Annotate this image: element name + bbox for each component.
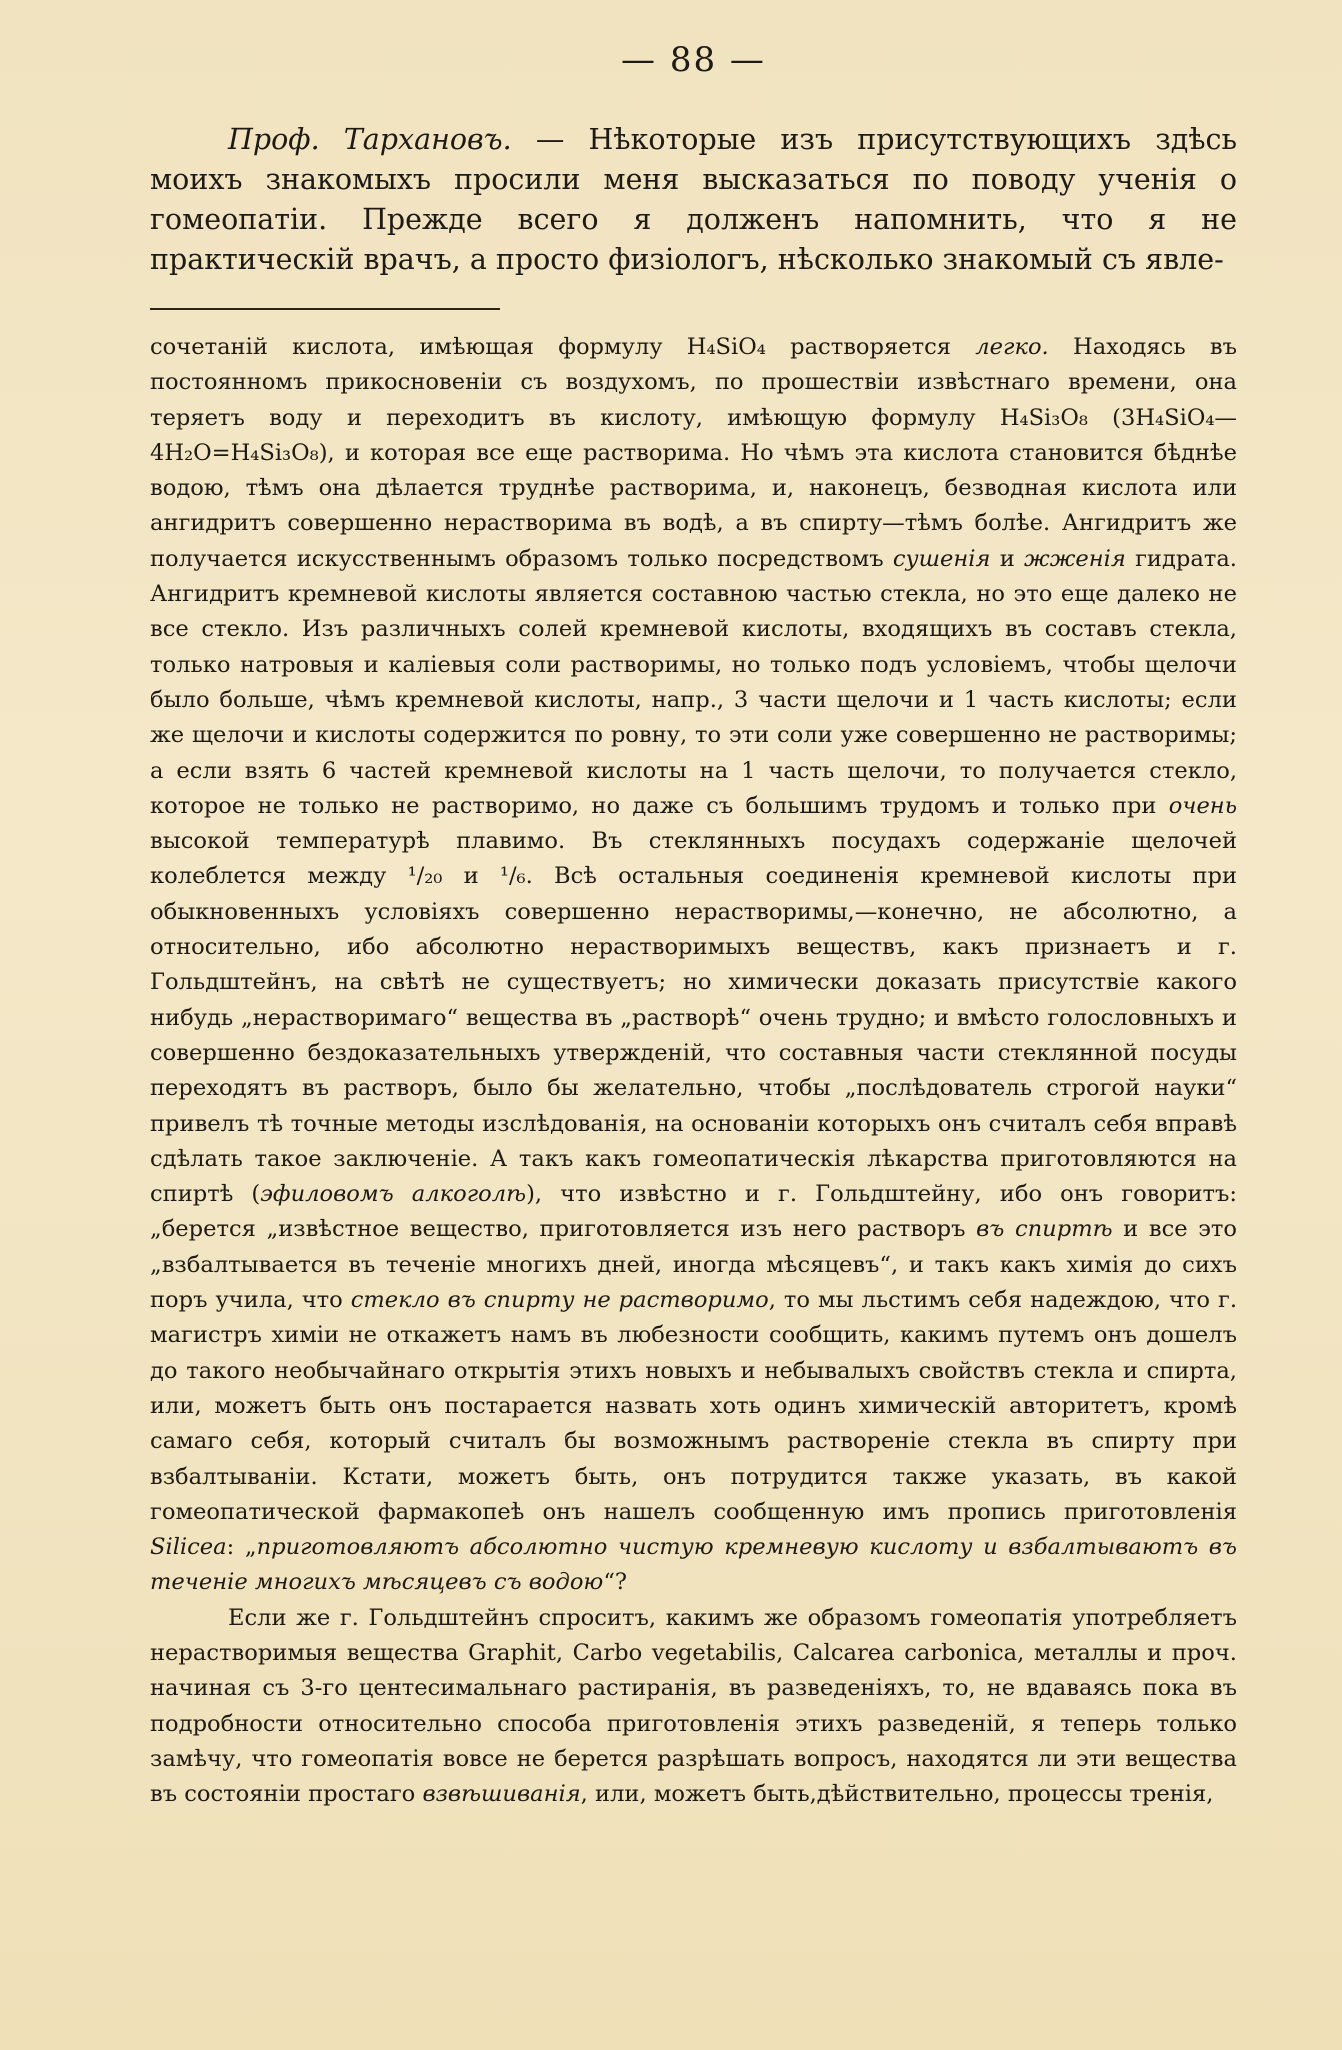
footnote-paragraph-1 [150,330,1237,1601]
main-paragraph [150,120,1237,280]
footnote-text: : „ [226,1534,257,1561]
main-body [150,120,1237,280]
footnote-emphasis: очень [1168,792,1237,819]
footnote-text: ), что извѣстно и г. Гольдштейну, ибо онъ говоритъ: „берется „извѣстное вещество, приготовляется изъ него растворъ [150,1181,1238,1243]
footnote-emphasis: жженія [1024,545,1126,572]
footnote-text: “? [603,1569,627,1596]
footnote-separator [150,308,500,310]
footnote-emphasis: въ спиртѣ [976,1216,1113,1243]
footnote-emphasis: легко. [975,334,1049,360]
main-paragraph-text: — Нѣкоторые изъ присутствующихъ здѣсь моихъ знакомыхъ просили меня высказаться по поводу ученія о гомеопатіи. Прежде всего я долженъ напомнить, что я не практическій врачъ, а просто физіологъ, нѣсколько знакомый съ явле- [150,123,1237,276]
footnote-emphasis: Silicea [150,1534,227,1561]
footnote-text: Находясь въ постоянномъ прикосновеніи съ воздухомъ, по прошествіи извѣстнаго времени, она теряетъ воду и переходитъ въ кислоту, имѣющую формулу H₄Si₃O₈ (3H₄SiO₄—4H₂O=H₄Si₃O₈), и которая все еще растворима. Но чѣмъ эта кислота становится бѣднѣе водою, тѣмъ она дѣлается труднѣе растворима, и, наконецъ, безводная кислота или ангидритъ совершенно нерастворима въ водѣ, а въ спирту—тѣмъ болѣе. Ангидритъ же получается искусственнымъ образомъ только посредствомъ [150,334,1237,572]
footnote-text: и [990,545,1025,572]
page-number: — 88 — [621,40,766,80]
footnote-text: сочетаній кислота, имѣющая формулу H₄SiO₄ растворяется [150,334,976,360]
footnote-emphasis: приготовляютъ абсолютно чистую кремневую кислоту и взбалтываютъ въ теченіе многихъ мѣсяцевъ съ водою [150,1534,1237,1596]
footnote [150,330,1237,1812]
footnote-emphasis: взвѣшиванія [422,1781,581,1808]
footnote-text: гидрата. Ангидритъ кремневой кислоты является составною частью стекла, но это еще далеко не все стекло. Изъ различныхъ солей кремневой кислоты, входящихъ въ составъ стекла, только натровыя и каліевыя соли растворимы, но только подъ условіемъ, чтобы щелочи было больше, чѣмъ кремневой кислоты, напр., 3 части щелочи и 1 часть кислоты; если же щелочи и кислоты содержится по ровну, то эти соли уже совершенно не растворимы; а если взять 6 частей кремневой кислоты на 1 часть щелочи, то получается стекло, которое не только не растворимо, но даже съ большимъ трудомъ и только при [150,545,1237,819]
speaker-name: Проф. Тархановъ. [228,123,512,156]
footnote-emphasis: стекло въ спирту не растворимо [350,1287,769,1314]
footnote-text: , то мы льстимъ себя надеждою, что г. магистръ химіи не откажетъ намъ въ любезности сообщить, какимъ путемъ онъ дошелъ до такого необычайнаго открытія этихъ новыхъ и небывалыхъ свойствъ стекла и спирта, или, можетъ быть онъ постарается назвать хоть одинъ химическій авторитетъ, кромѣ самаго себя, который считалъ бы возможнымъ раствореніе стекла въ спирту при взбалтываніи. Кстати, можетъ быть, онъ потрудится также указать, въ какой гомеопатической фармакопеѣ онъ нашелъ сообщенную имъ пропись приготовленія [150,1287,1238,1525]
footnote-text: высокой температурѣ плавимо. Въ стеклянныхъ посудахъ содержаніе щелочей колеблется между ¹/₂₀ и ¹/₆. Всѣ остальныя соединенія кремневой кислоты при обыкновенныхъ условіяхъ совершенно нерастворимы,—конечно, не абсолютно, а относительно, ибо абсолютно нерастворимыхъ веществъ, какъ признаетъ и г. Гольдштейнъ, на свѣтѣ не существуетъ; но химически доказать присутствіе какого нибудь „нерастворимаго“ вещества въ „растворѣ“ очень трудно; и вмѣсто голословныхъ и совершенно бездоказательныхъ утвержденій, что составныя части стеклянной посуды переходятъ въ растворъ, было бы желательно, чтобы „послѣдователь строгой науки“ привелъ тѣ точные методы изслѣдованія, на основаніи которыхъ онъ считалъ себя вправѣ сдѣлать такое заключеніе. А такъ какъ гомеопатическія лѣкарства приготовляются на спиртѣ ( [150,828,1237,1208]
footnote-paragraph-2 [150,1601,1237,1813]
footnote-emphasis: сушенія [892,545,991,572]
footnote-text: и все это „взбалтывается въ теченіе многихъ дней, иногда мѣсяцевъ“, и такъ какъ химія до сихъ поръ учила, что [150,1216,1237,1314]
footnote-text: , или, можетъ быть,дѣйствительно, процессы тренія, [580,1781,1214,1808]
footnote-text: Если же г. Гольдштейнъ спроситъ, какимъ же образомъ гомеопатія употребляетъ нерастворимыя вещества Graphit, Carbo vegetabilis, Calcarea carbonica, металлы и проч. начиная съ 3-го центесимальнаго растиранія, въ разведеніяхъ, то, не вдаваясь пока въ подробности относительно способа приготовленія этихъ разведеній, я теперь только замѣчу, что гомеопатія вовсе не берется разрѣшать вопросъ, находятся ли эти вещества въ состояніи простаго [150,1604,1237,1808]
footnote-emphasis: эфиловомъ алкоголѣ [260,1181,527,1208]
